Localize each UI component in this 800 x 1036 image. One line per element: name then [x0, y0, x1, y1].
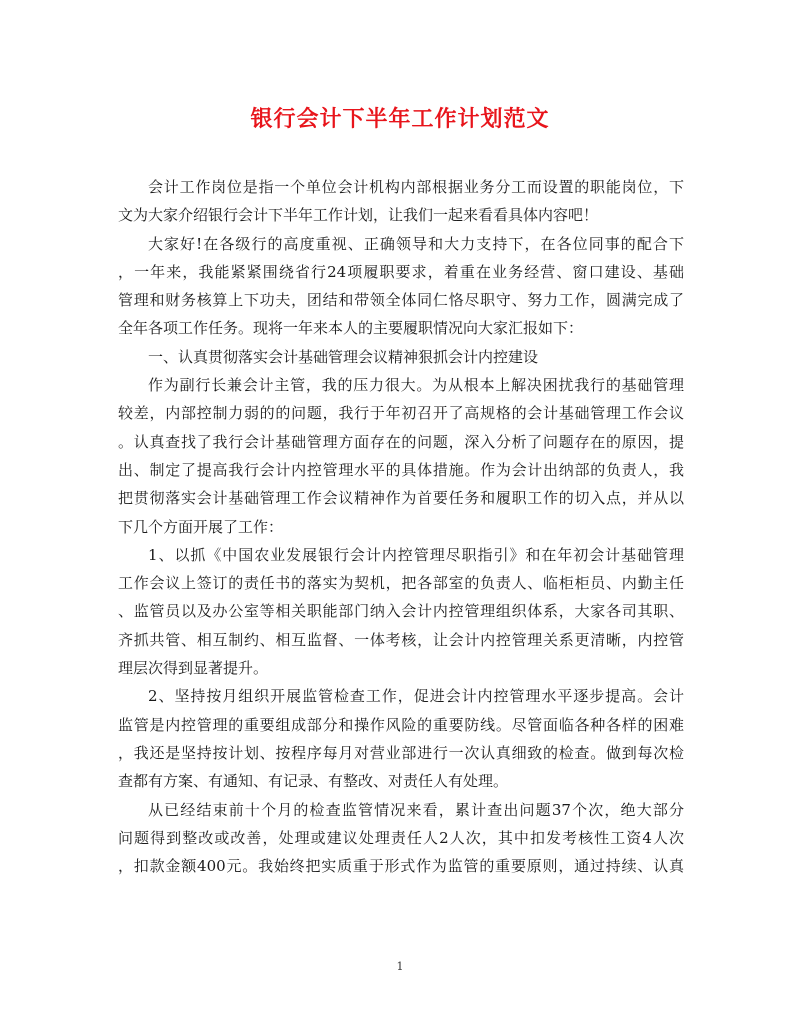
text-line: 把贯彻落实会计基础管理工作会议精神作为首要任务和履职工作的切入点，并从以	[118, 489, 684, 508]
text-line: 作为副行长兼会计主管，我的压力很大。为从根本上解决困扰我行的基础管理	[148, 376, 684, 395]
text-line: ，我还是坚持按计划、按程序每月对营业部进行一次认真细致的检查。做到每次检	[118, 743, 684, 762]
text-line: 大家好!在各级行的高度重视、正确领导和大力支持下，在各位同事的配合下	[148, 234, 684, 253]
text-line: 管理和财务核算上下功夫，团结和带领全体同仁恪尽职守、努力工作，圆满完成了	[118, 291, 684, 310]
text-line: 会计工作岗位是指一个单位会计机构内部根据业务分工而设置的职能岗位，下	[148, 178, 684, 196]
text-line: 查都有方案、有通知、有记录、有整改、对责任人有处理。	[118, 772, 509, 791]
text-line: 监管是内控管理的重要组成部分和操作风险的重要防线。尽管面临各种各样的困难	[118, 715, 684, 734]
text-line: 较差，内部控制力弱的的问题，我行于年初召开了高规格的会计基础管理工作会议	[118, 404, 684, 423]
section-heading: 一、认真贯彻落实会计基础管理会议精神狠抓会计内控建设	[148, 347, 539, 366]
text-line: 工作会议上签订的责任书的落实为契机，把各部室的负责人、临柜柜员、内勤主任	[118, 574, 684, 593]
text-line: 2、坚持按月组织开展监管检查工作，促进会计内控管理水平逐步提高。会计	[148, 687, 684, 706]
text-line: ，一年来，我能紧紧围绕省行24项履职要求，着重在业务经营、窗口建设、基础	[118, 262, 684, 281]
text-line: 全年各项工作任务。现将一年来本人的主要履职情况向大家汇报如下：	[118, 319, 584, 338]
text-line: ，扣款金额400元。我始终把实质重于形式作为监管的重要原则，通过持续、认真	[118, 857, 684, 876]
text-line: 从已经结束前十个月的检查监管情况来看，累计查出问题37个次，绝大部分	[148, 800, 684, 819]
text-line: 文为大家介绍银行会计下半年工作计划，让我们一起来看看具体内容吧！	[118, 206, 599, 225]
text-line: 齐抓共管、相互制约、相互监督、一体考核，让会计内控管理关系更清晰，内控管	[118, 630, 684, 649]
page-number: 1	[396, 960, 404, 973]
document-title: 银行会计下半年工作计划范文	[250, 106, 550, 132]
text-line: 1、以抓《中国农业发展银行会计内控管理尽职指引》和在年初会计基础管理	[148, 545, 684, 564]
text-line: 出、制定了提高我行会计内控管理水平的具体措施。作为会计出纳部的负责人，我	[118, 460, 684, 479]
text-line: 问题得到整改或改善，处理或建议处理责任人2人次，其中扣发考核性工资4人次	[118, 828, 684, 847]
text-line: 理层次得到显著提升。	[118, 659, 269, 678]
text-line: 、监管员以及办公室等相关职能部门纳入会计内控管理组织体系，大家各司其职、	[118, 602, 684, 621]
document-body	[118, 173, 684, 880]
text-line: 。认真查找了我行会计基础管理方面存在的问题，深入分析了问题存在的原因，提	[118, 432, 684, 451]
text-line: 下几个方面开展了工作：	[118, 517, 284, 536]
